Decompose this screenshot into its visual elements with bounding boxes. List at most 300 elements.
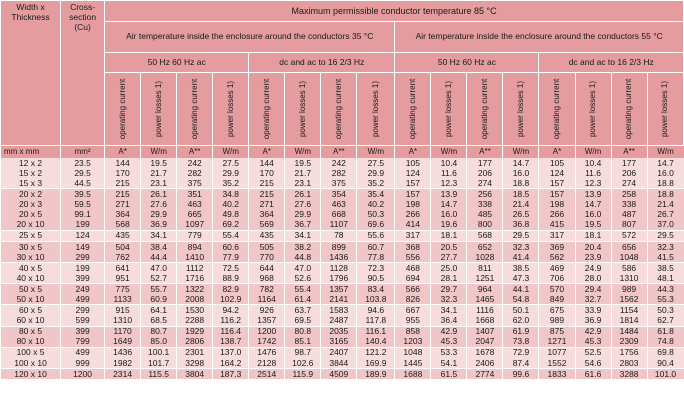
- value-cell: 779: [177, 230, 213, 241]
- value-cell: 52.7: [141, 273, 177, 284]
- value-cell: 258: [611, 189, 647, 200]
- value-cell: 138.7: [213, 337, 249, 348]
- value-cell: 675: [539, 305, 575, 316]
- value-cell: 964: [467, 284, 503, 295]
- dimension-cell: 12 x 2: [1, 158, 61, 168]
- value-cell: 463: [321, 199, 357, 209]
- value-cell: 29.4: [575, 284, 611, 295]
- value-cell: 1203: [395, 337, 431, 348]
- value-cell: 10.4: [575, 158, 611, 168]
- value-cell: 468: [395, 262, 431, 273]
- cross-section-cell: 99.1: [61, 209, 105, 219]
- dimension-cell: 60 x 10: [1, 315, 61, 326]
- value-cell: 894: [177, 241, 213, 252]
- value-cell: 24.9: [575, 262, 611, 273]
- value-cell: 50.3: [357, 209, 395, 219]
- value-cell: 23.9: [575, 252, 611, 263]
- value-cell: 177: [467, 158, 503, 168]
- value-cell: 469: [539, 262, 575, 273]
- value-cell: 38.4: [141, 241, 177, 252]
- ac-35-header: 50 Hz 60 Hz ac: [105, 53, 249, 73]
- dimension-cell: 15 x 2: [1, 168, 61, 178]
- table-row: [1, 347, 684, 358]
- value-cell: 124: [395, 168, 431, 178]
- value-cell: 34.8: [213, 189, 249, 200]
- operating-current-header: operating current: [539, 73, 575, 146]
- power-losses-header: power losses 1): [647, 73, 683, 146]
- value-cell: 782: [249, 284, 285, 295]
- air-temp-35-header: Air temperature inside the enclosure around the conductors 35 °C: [105, 22, 395, 53]
- value-cell: 1164: [249, 294, 285, 305]
- value-cell: 968: [249, 273, 285, 284]
- value-cell: 14.7: [503, 158, 539, 168]
- value-cell: 375: [177, 178, 213, 189]
- value-cell: 19.5: [285, 158, 321, 168]
- value-cell: 116.2: [213, 315, 249, 326]
- value-cell: 164.2: [213, 358, 249, 369]
- value-cell: 20.5: [431, 241, 467, 252]
- value-cell: 170: [249, 168, 285, 178]
- value-cell: 1678: [467, 347, 503, 358]
- value-cell: 338: [467, 199, 503, 209]
- width-thickness-header: Width x Thickness: [1, 1, 61, 146]
- value-cell: 90.5: [357, 273, 395, 284]
- table-row: [1, 220, 684, 231]
- value-cell: 29.5: [647, 230, 683, 241]
- table-row: [1, 252, 684, 263]
- value-cell: 1476: [249, 347, 285, 358]
- value-cell: 572: [611, 230, 647, 241]
- value-cell: 807: [611, 220, 647, 231]
- value-cell: 198: [539, 199, 575, 209]
- value-cell: 140.4: [357, 337, 395, 348]
- value-cell: 54.8: [503, 294, 539, 305]
- value-cell: 3298: [177, 358, 213, 369]
- value-cell: 85.1: [285, 337, 321, 348]
- value-cell: 26.1: [141, 189, 177, 200]
- value-cell: 1028: [467, 252, 503, 263]
- value-cell: 1484: [611, 326, 647, 337]
- unit-cell: A**: [321, 146, 357, 159]
- value-cell: 568: [105, 220, 141, 231]
- value-cell: 414: [395, 220, 431, 231]
- value-cell: 38.5: [503, 262, 539, 273]
- dimension-cell: 40 x 10: [1, 273, 61, 284]
- value-cell: 16.0: [503, 168, 539, 178]
- value-cell: 11.6: [575, 168, 611, 178]
- cross-section-cell: 149: [61, 241, 105, 252]
- value-cell: 1170: [105, 326, 141, 337]
- value-cell: 10.4: [431, 158, 467, 168]
- value-cell: 652: [467, 241, 503, 252]
- value-cell: 27.5: [357, 158, 395, 168]
- value-cell: 36.8: [503, 220, 539, 231]
- table-row: [1, 230, 684, 241]
- unit-cell: W/m: [503, 146, 539, 159]
- value-cell: 2288: [177, 315, 213, 326]
- value-cell: 78: [321, 230, 357, 241]
- power-losses-header: power losses 1): [285, 73, 321, 146]
- value-cell: 364: [105, 209, 141, 219]
- cross-section-cell: 599: [61, 315, 105, 326]
- cross-section-cell: 399: [61, 273, 105, 284]
- value-cell: 1530: [177, 305, 213, 316]
- value-cell: 1445: [395, 358, 431, 369]
- value-cell: 351: [177, 189, 213, 200]
- value-cell: 1322: [177, 284, 213, 295]
- value-cell: 85.0: [141, 337, 177, 348]
- value-cell: 53.3: [431, 347, 467, 358]
- value-cell: 94.2: [213, 305, 249, 316]
- table-row: [1, 305, 684, 316]
- operating-current-header: operating current: [611, 73, 647, 146]
- value-cell: 14.7: [575, 199, 611, 209]
- value-cell: 2514: [249, 368, 285, 379]
- value-cell: 47.3: [503, 273, 539, 284]
- value-cell: 157: [539, 178, 575, 189]
- unit-cell: W/m: [357, 146, 395, 159]
- value-cell: 44.3: [647, 284, 683, 295]
- value-cell: 60.6: [213, 241, 249, 252]
- value-cell: 899: [321, 241, 357, 252]
- dimension-cell: 20 x 10: [1, 220, 61, 231]
- unit-cell: mm x mm: [1, 146, 61, 159]
- value-cell: 88.9: [213, 273, 249, 284]
- unit-cell: A**: [611, 146, 647, 159]
- value-cell: 1814: [611, 315, 647, 326]
- value-cell: 116.1: [357, 326, 395, 337]
- table-row: [1, 158, 684, 168]
- value-cell: 99.6: [503, 368, 539, 379]
- value-cell: 83.4: [357, 284, 395, 295]
- value-cell: 2774: [467, 368, 503, 379]
- power-losses-header: power losses 1): [357, 73, 395, 146]
- value-cell: 47.0: [285, 262, 321, 273]
- value-cell: 40.2: [357, 199, 395, 209]
- cross-section-cell: 39.5: [61, 189, 105, 200]
- value-cell: 64.1: [141, 305, 177, 316]
- value-cell: 102.9: [213, 294, 249, 305]
- air-temp-55-header: Air temperature inside the enclosure around the conductors 55 °C: [395, 22, 684, 53]
- value-cell: 54.6: [575, 358, 611, 369]
- value-cell: 415: [539, 220, 575, 231]
- value-cell: 52.5: [575, 347, 611, 358]
- ac-55-header: 50 Hz 60 Hz ac: [395, 53, 539, 73]
- value-cell: 103.8: [357, 294, 395, 305]
- value-cell: 2128: [249, 358, 285, 369]
- value-cell: 80.8: [285, 326, 321, 337]
- value-cell: 13.9: [431, 189, 467, 200]
- value-cell: 463: [177, 199, 213, 209]
- table-row: [1, 209, 684, 219]
- unit-cell: W/m: [575, 146, 611, 159]
- value-cell: 27.5: [213, 158, 249, 168]
- value-cell: 68.5: [141, 315, 177, 326]
- unit-cell: W/m: [647, 146, 683, 159]
- cross-section-cell: 29.5: [61, 168, 105, 178]
- value-cell: 656: [611, 241, 647, 252]
- value-cell: 1251: [467, 273, 503, 284]
- table-row: [1, 241, 684, 252]
- value-cell: 955: [395, 315, 431, 326]
- value-cell: 29.9: [213, 168, 249, 178]
- dc-55-header: dc and ac to 16 2/3 Hz: [539, 53, 684, 73]
- value-cell: 858: [395, 326, 431, 337]
- value-cell: 27.7: [431, 252, 467, 263]
- power-losses-header: power losses 1): [503, 73, 539, 146]
- value-cell: 19.5: [141, 158, 177, 168]
- dimension-cell: 30 x 5: [1, 241, 61, 252]
- value-cell: 29.9: [141, 209, 177, 219]
- value-cell: 50.1: [503, 305, 539, 316]
- value-cell: 2141: [321, 294, 357, 305]
- value-cell: 72.3: [357, 262, 395, 273]
- unit-cell: A**: [177, 146, 213, 159]
- value-cell: 1649: [105, 337, 141, 348]
- value-cell: 951: [105, 273, 141, 284]
- value-cell: 35.4: [357, 189, 395, 200]
- cross-section-cell: 1200: [61, 368, 105, 379]
- value-cell: 926: [249, 305, 285, 316]
- value-cell: 77.9: [213, 252, 249, 263]
- value-cell: 266: [539, 209, 575, 219]
- unit-cell: W/m: [431, 146, 467, 159]
- operating-current-header: operating current: [321, 73, 357, 146]
- value-cell: 1271: [539, 337, 575, 348]
- value-cell: 21.7: [285, 168, 321, 178]
- value-cell: 62.0: [503, 315, 539, 326]
- dimension-cell: 60 x 5: [1, 305, 61, 316]
- value-cell: 72.9: [503, 347, 539, 358]
- value-cell: 1796: [321, 273, 357, 284]
- value-cell: 36.9: [575, 315, 611, 326]
- value-cell: 504: [105, 241, 141, 252]
- dimension-cell: 120 x 10: [1, 368, 61, 379]
- value-cell: 101.7: [141, 358, 177, 369]
- value-cell: 18.8: [647, 189, 683, 200]
- value-cell: 206: [611, 168, 647, 178]
- value-cell: 775: [105, 284, 141, 295]
- value-cell: 23.1: [141, 178, 177, 189]
- value-cell: 989: [611, 284, 647, 295]
- value-cell: 1688: [395, 368, 431, 379]
- cross-section-cell: 799: [61, 337, 105, 348]
- value-cell: 668: [321, 209, 357, 219]
- value-cell: 2806: [177, 337, 213, 348]
- value-cell: 32.3: [503, 241, 539, 252]
- value-cell: 215: [249, 189, 285, 200]
- value-cell: 485: [467, 209, 503, 219]
- value-cell: 60.9: [141, 294, 177, 305]
- value-cell: 87.4: [503, 358, 539, 369]
- value-cell: 177: [611, 158, 647, 168]
- value-cell: 1929: [177, 326, 213, 337]
- unit-cell: W/m: [285, 146, 321, 159]
- dimension-cell: 25 x 5: [1, 230, 61, 241]
- value-cell: 94.6: [357, 305, 395, 316]
- value-cell: 40.2: [213, 199, 249, 209]
- value-cell: 242: [177, 158, 213, 168]
- value-cell: 3844: [321, 358, 357, 369]
- value-cell: 1357: [321, 284, 357, 295]
- value-cell: 435: [105, 230, 141, 241]
- value-cell: 875: [539, 326, 575, 337]
- value-cell: 72.5: [213, 262, 249, 273]
- value-cell: 115.5: [141, 368, 177, 379]
- value-cell: 32.3: [647, 241, 683, 252]
- table-row: [1, 284, 684, 295]
- unit-cell: A**: [467, 146, 503, 159]
- value-cell: 1097: [177, 220, 213, 231]
- value-cell: 117.8: [357, 315, 395, 326]
- value-cell: 69.6: [357, 220, 395, 231]
- value-cell: 29.9: [357, 168, 395, 178]
- value-cell: 1756: [611, 347, 647, 358]
- value-cell: 1154: [611, 305, 647, 316]
- value-cell: 187.3: [213, 368, 249, 379]
- value-cell: 19.6: [431, 220, 467, 231]
- value-cell: 38.2: [285, 241, 321, 252]
- value-cell: 762: [105, 252, 141, 263]
- value-cell: 1116: [467, 305, 503, 316]
- cross-section-cell: 249: [61, 284, 105, 295]
- value-cell: 586: [611, 262, 647, 273]
- value-cell: 55.6: [357, 230, 395, 241]
- value-cell: 18.1: [431, 230, 467, 241]
- value-cell: 55.4: [213, 230, 249, 241]
- value-cell: 61.5: [431, 368, 467, 379]
- value-cell: 18.8: [647, 178, 683, 189]
- value-cell: 16.0: [647, 168, 683, 178]
- cross-section-cell: 499: [61, 347, 105, 358]
- value-cell: 2803: [611, 358, 647, 369]
- value-cell: 3288: [611, 368, 647, 379]
- value-cell: 137.0: [213, 347, 249, 358]
- cross-section-cell: 44.5: [61, 178, 105, 189]
- unit-cell: A*: [539, 146, 575, 159]
- value-cell: 61.6: [575, 368, 611, 379]
- value-cell: 1128: [321, 262, 357, 273]
- value-cell: 1436: [321, 252, 357, 263]
- table-row: [1, 368, 684, 379]
- value-cell: 989: [539, 315, 575, 326]
- value-cell: 60.7: [357, 241, 395, 252]
- power-losses-header: power losses 1): [213, 73, 249, 146]
- value-cell: 1048: [611, 252, 647, 263]
- value-cell: 282: [321, 168, 357, 178]
- value-cell: 124: [539, 168, 575, 178]
- value-cell: 69.5: [285, 315, 321, 326]
- value-cell: 1436: [105, 347, 141, 358]
- value-cell: 90.4: [647, 358, 683, 369]
- unit-cell: W/m: [141, 146, 177, 159]
- value-cell: 27.6: [141, 199, 177, 209]
- value-cell: 1410: [177, 252, 213, 263]
- value-cell: 42.9: [431, 326, 467, 337]
- value-cell: 19.5: [575, 220, 611, 231]
- value-cell: 271: [249, 199, 285, 209]
- dimension-cell: 80 x 5: [1, 326, 61, 337]
- value-cell: 34.1: [141, 230, 177, 241]
- value-cell: 274: [467, 178, 503, 189]
- dimension-cell: 50 x 5: [1, 284, 61, 295]
- value-cell: 1742: [249, 337, 285, 348]
- value-cell: 274: [611, 178, 647, 189]
- value-cell: 1310: [105, 315, 141, 326]
- power-losses-header: power losses 1): [141, 73, 177, 146]
- value-cell: 13.9: [575, 189, 611, 200]
- dimension-cell: 15 x 3: [1, 178, 61, 189]
- value-cell: 54.1: [431, 358, 467, 369]
- value-cell: 487: [611, 209, 647, 219]
- table-row: [1, 358, 684, 369]
- value-cell: 50.3: [647, 305, 683, 316]
- value-cell: 12.3: [575, 178, 611, 189]
- value-cell: 55.4: [285, 284, 321, 295]
- operating-current-header: operating current: [249, 73, 285, 146]
- table-row: [1, 326, 684, 337]
- value-cell: 800: [467, 220, 503, 231]
- value-cell: 23.1: [285, 178, 321, 189]
- value-cell: 48.1: [647, 273, 683, 284]
- value-cell: 1465: [467, 294, 503, 305]
- value-cell: 368: [395, 241, 431, 252]
- value-cell: 1982: [105, 358, 141, 369]
- value-cell: 42.9: [575, 326, 611, 337]
- value-cell: 74.8: [647, 337, 683, 348]
- value-cell: 570: [539, 284, 575, 295]
- operating-current-header: operating current: [177, 73, 213, 146]
- value-cell: 63.7: [285, 305, 321, 316]
- value-cell: 35.2: [213, 178, 249, 189]
- value-cell: 38.5: [647, 262, 683, 273]
- value-cell: 1552: [539, 358, 575, 369]
- value-cell: 198: [395, 199, 431, 209]
- value-cell: 694: [395, 273, 431, 284]
- table-row: [1, 273, 684, 284]
- value-cell: 4509: [321, 368, 357, 379]
- value-cell: 55.3: [647, 294, 683, 305]
- value-cell: 27.6: [285, 199, 321, 209]
- value-cell: 100.1: [141, 347, 177, 358]
- table-row: [1, 178, 684, 189]
- cross-section-cell: 23.5: [61, 158, 105, 168]
- value-cell: 566: [395, 284, 431, 295]
- value-cell: 317: [539, 230, 575, 241]
- value-cell: 105: [539, 158, 575, 168]
- dimension-cell: 50 x 10: [1, 294, 61, 305]
- value-cell: 2047: [467, 337, 503, 348]
- value-cell: 706: [539, 273, 575, 284]
- value-cell: 556: [395, 252, 431, 263]
- dimension-cell: 20 x 3: [1, 199, 61, 209]
- cross-section-cell: 399: [61, 326, 105, 337]
- value-cell: 2301: [177, 347, 213, 358]
- value-cell: 1200: [249, 326, 285, 337]
- value-cell: 849: [539, 294, 575, 305]
- value-cell: 25.0: [431, 262, 467, 273]
- value-cell: 62.7: [647, 315, 683, 326]
- value-cell: 44.8: [285, 252, 321, 263]
- cross-section-cell: 999: [61, 358, 105, 369]
- value-cell: 562: [539, 252, 575, 263]
- dimension-cell: 100 x 10: [1, 358, 61, 369]
- value-cell: 11.6: [431, 168, 467, 178]
- units-row: [1, 146, 684, 159]
- value-cell: 36.7: [285, 220, 321, 231]
- value-cell: 170: [105, 168, 141, 178]
- dimension-cell: 20 x 5: [1, 209, 61, 219]
